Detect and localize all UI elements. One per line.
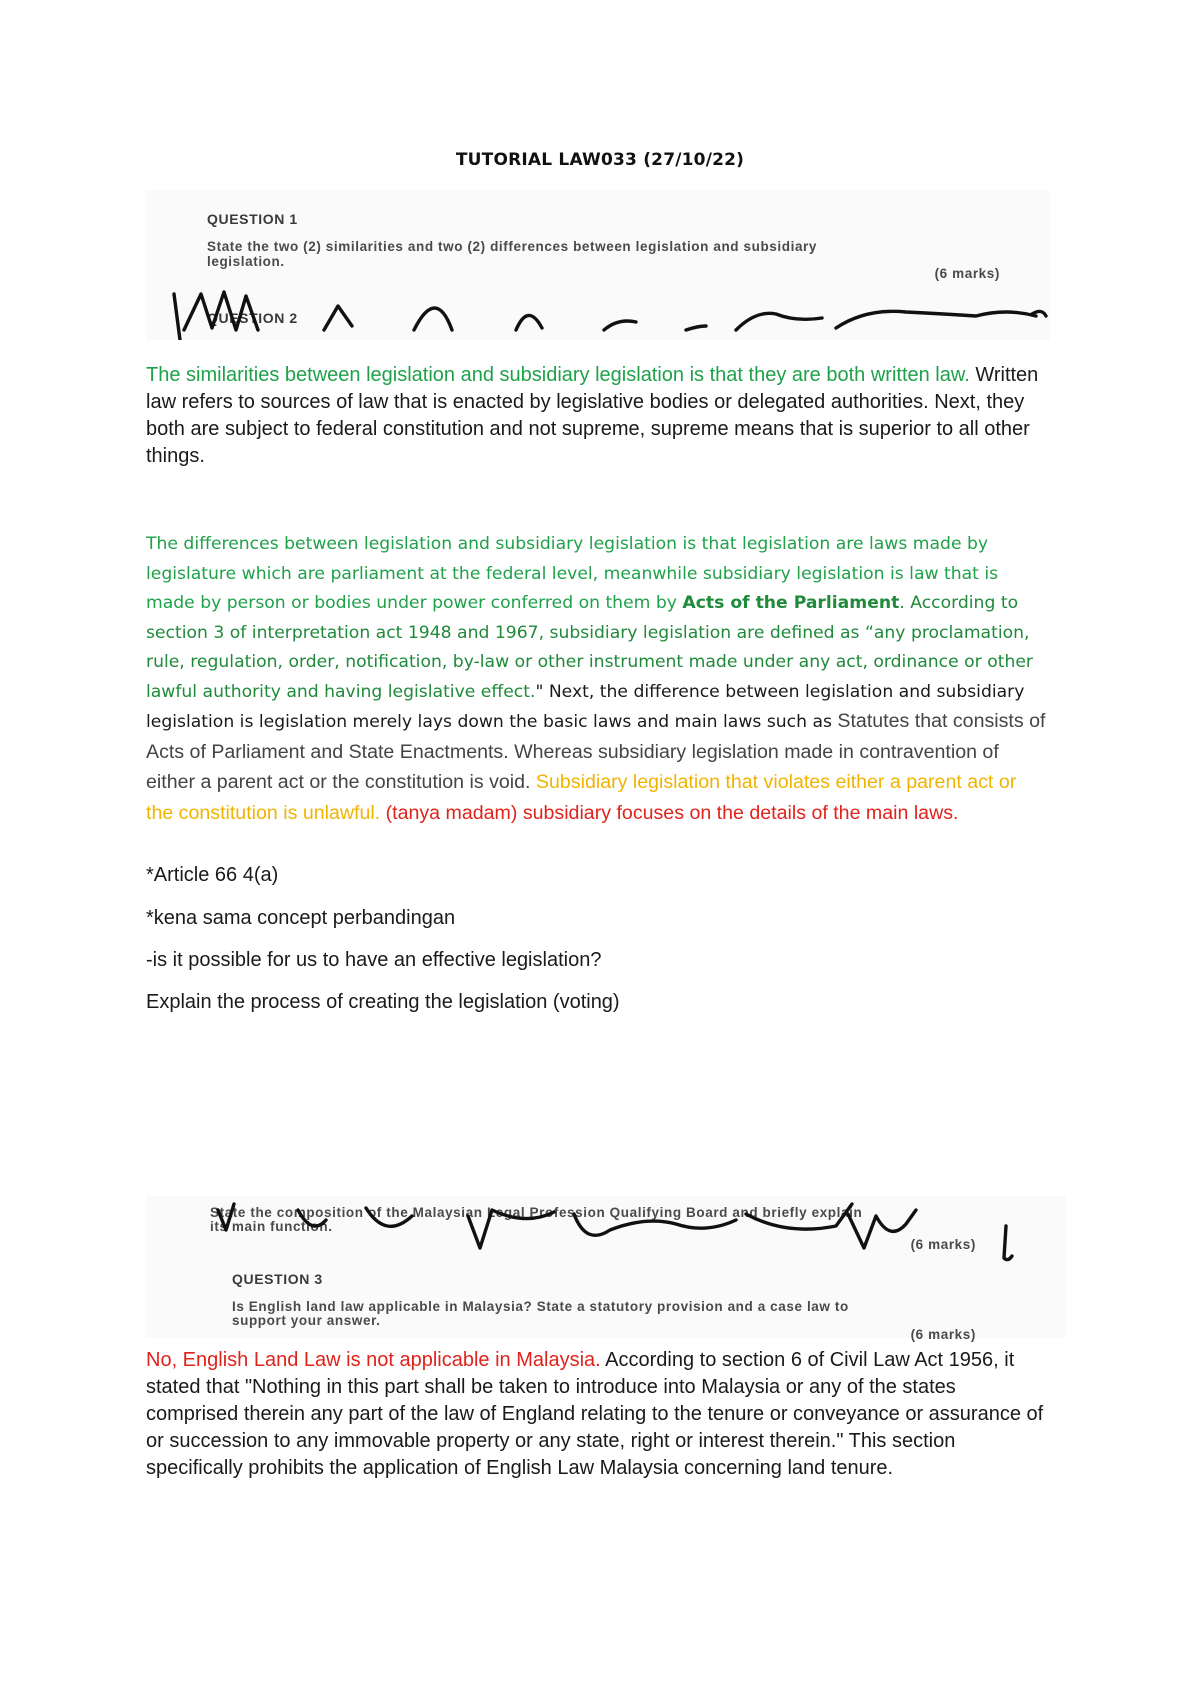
question-1-text-line1: State the two (2) similarities and two (2) differences between legislation and subsidiary xyxy=(207,239,818,254)
answer-differences xyxy=(146,530,1046,829)
page-title: TUTORIAL LAW033 (27/10/22) xyxy=(455,150,745,170)
answer-differences-part4: Statutes that consists of Acts of Parliament and State Enactments. Whereas subsidiary legislation made in contravention of either a parent act or the constitution is void. xyxy=(146,710,1046,793)
question-1-text-line2: legislation. xyxy=(207,254,285,269)
answer-differences-part1: The differences between legislation and subsidiary legislation is that legislation are laws made by legislature which are parliament at the federal level, meanwhile subsidiary legislation is law that is made by person or bodies under power conferred on them by xyxy=(146,534,999,613)
question-1-marks: (6 marks) xyxy=(934,266,1000,281)
note-article: *Article 66 4(a) xyxy=(146,864,279,886)
question-2-text-line2: its main function. xyxy=(210,1219,333,1234)
question-3-text-line2: support your answer. xyxy=(232,1313,381,1328)
question-2-heading: QUESTION 2 xyxy=(207,310,298,326)
answer-differences-red: (tanya madam) subsidiary focuses on the details of the main laws. xyxy=(380,801,959,824)
answer-similarities-highlight: The similarities between legislation and subsidiary legislation is that they are both written law. xyxy=(146,364,970,386)
answer-differences-part2: . According to section 3 of interpretation act 1948 and 1967, subsidiary legislation are defined as “any proclamation, rule, regulation, order, notification, by-law or other instrument made under any act, ordinance or other lawful authority and having legislative effect. xyxy=(146,593,1033,702)
question-3-image xyxy=(146,1196,1066,1342)
answer-differences-bold: Acts of the Parliament xyxy=(682,593,900,613)
question-1-image xyxy=(146,190,1050,340)
question-3-heading: QUESTION 3 xyxy=(232,1271,323,1287)
note-question: -is it possible for us to have an effective legislation? xyxy=(146,949,602,971)
answer-english-land-law-body: According to section 6 of Civil Law Act 1956, it stated that "Nothing in this part shall be taken to introduce into Malaysia or any of the states comprised therein any part of the law of England relating to the tenure or conveyance or assurance of or succession to any immovable property or any state, right or interest therein." This section specifically prohibits the application of English Law Malaysia concerning land tenure. xyxy=(146,1349,1044,1479)
question-3-marks: (6 marks) xyxy=(910,1327,976,1342)
question-2-marks: (6 marks) xyxy=(910,1237,976,1252)
note-concept: *kena sama concept perbandingan xyxy=(146,907,456,929)
answer-similarities xyxy=(146,362,1046,470)
answer-differences-part3: " Next, the difference between legislation and subsidiary legislation is legislation merely lays down the basic laws and main laws such as xyxy=(146,681,1025,732)
answer-similarities-body: Written law refers to sources of law that is enacted by legislative bodies or delegated authorities. Next, they both are subject to federal constitution and not supreme, supreme means that is superior to all other things. xyxy=(146,364,1039,467)
question-1-heading: QUESTION 1 xyxy=(207,211,298,227)
question-3-text-line1: Is English land law applicable in Malaysia? State a statutory provision and a case law to xyxy=(232,1299,849,1314)
answer-english-land-law-highlight: No, English Land Law is not applicable in Malaysia. xyxy=(146,1349,601,1371)
question-2-text-line1: State the composition of the Malaysian Legal Profession Qualifying Board and briefly explain xyxy=(210,1205,863,1220)
answer-english-land-law xyxy=(146,1347,1046,1482)
answer-differences-yellow: Subsidiary legislation that violates either a parent act or the constitution is unlawful. xyxy=(146,771,1017,824)
note-explain: Explain the process of creating the legislation (voting) xyxy=(146,991,620,1013)
